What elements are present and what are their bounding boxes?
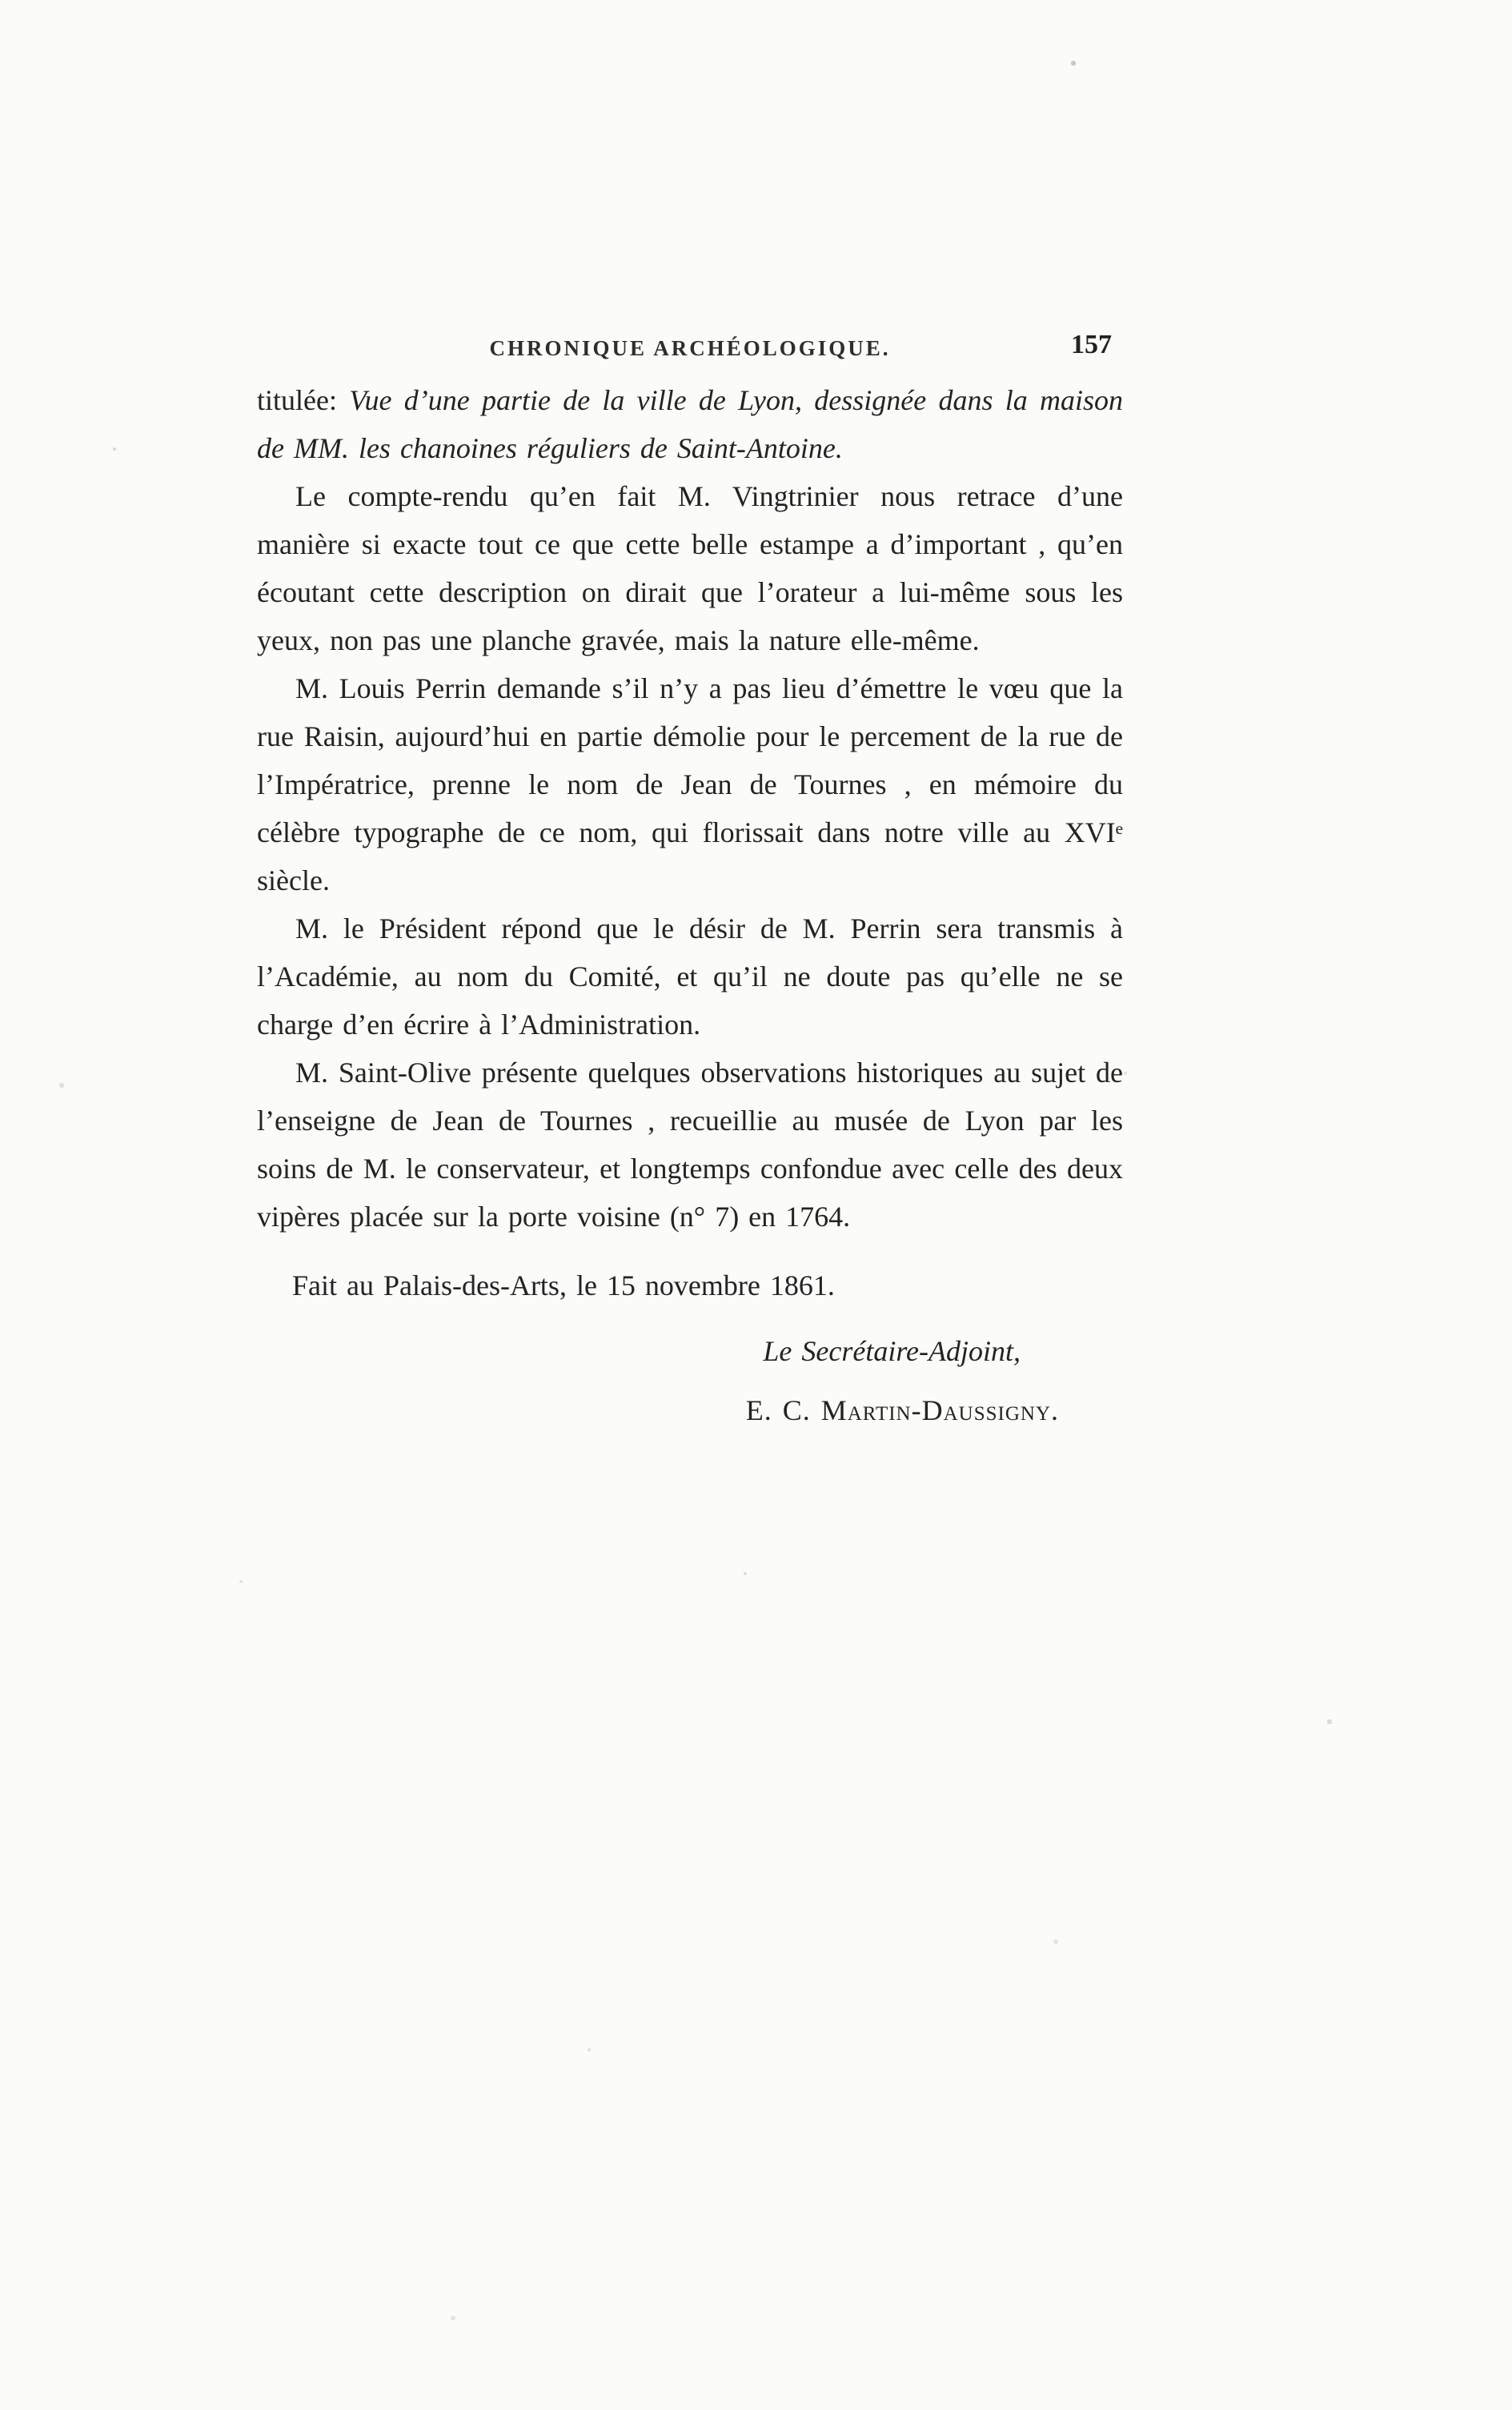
- page-number: 157: [1071, 330, 1112, 359]
- paragraph-president: M. le Président répond que le désir de M. Perrin sera transmis à l’Académie, au nom du Comité, et qu’il ne doute pas qu’elle ne se charge d’en écrire à l’Administration.: [257, 912, 1123, 1041]
- paragraph-compte-rendu: Le compte-rendu qu’en fait M. Vingtrinier nous retrace d’une manière si exacte tout ce que cette belle estampe a d’important , qu’en écoutant cette description on dirait que l’orateur a lui-même sous les yeux, non pas une planche gravée, mais la nature elle-même.: [257, 480, 1123, 656]
- scan-artifacts: [0, 0, 2, 2]
- text-block: [257, 376, 1123, 1434]
- work-title-italic: Vue d’une partie de la ville de Lyon, dessignée dans la maison de MM. les chanoines réguliers de Saint-Antoine.: [257, 384, 1123, 464]
- paragraph-lead: titulée:: [257, 384, 350, 416]
- page-header: [257, 330, 1123, 368]
- running-title: CHRONIQUE ARCHÉOLOGIQUE.: [489, 336, 891, 360]
- signature-role: Le Secrétaire-Adjoint,: [763, 1335, 1021, 1367]
- paragraph-saint-olive: M. Saint-Olive présente quelques observations historiques au sujet de l’enseigne de Jean de Tournes , recueillie au musée de Lyon par les soins de M. le conservateur, et longtemps confondue avec celle des deux vipères placée sur la porte voisine (n° 7) en 1764.: [257, 1057, 1123, 1233]
- dateline: Fait au Palais-des-Arts, le 15 novembre 1861.: [292, 1269, 835, 1301]
- paragraph-louis-perrin: M. Louis Perrin demande s’il n’y a pas lieu d’émettre le vœu que la rue Raisin, aujourd’hui en partie démolie pour le percement de la rue de l’Impératrice, prenne le nom de Jean de Tournes , en mémoire du célèbre typographe de ce nom, qui florissait dans notre ville au XVIᵉ siècle.: [257, 672, 1123, 896]
- paragraph-continuation: [257, 376, 1123, 472]
- signature-name: E. C. Martin-Daussigny.: [745, 1394, 1059, 1426]
